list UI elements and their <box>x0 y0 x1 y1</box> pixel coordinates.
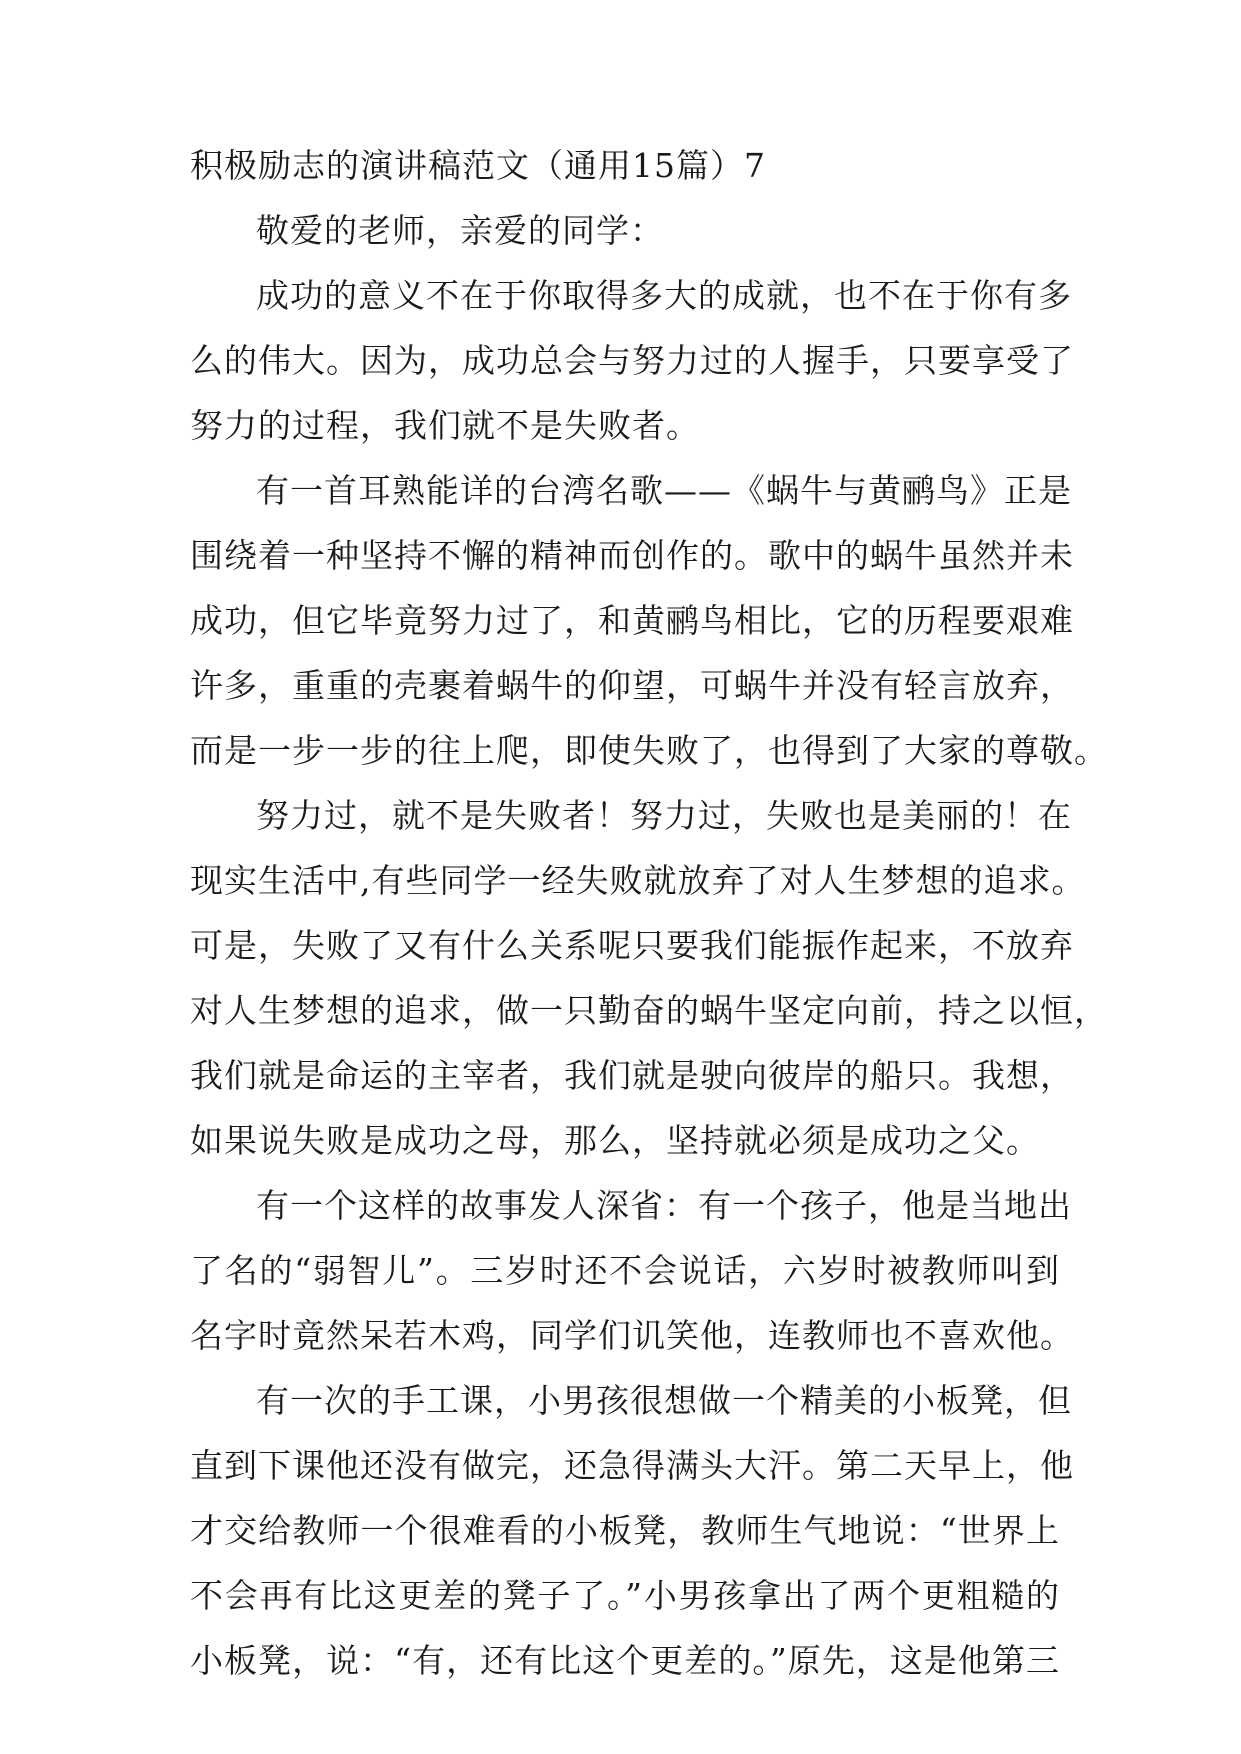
paragraph-line: 成功，但它毕竟努力过了，和黄鹂鸟相比，它的历程要艰难 <box>190 601 1074 640</box>
paragraph-line: 而是一步一步的往上爬，即使失败了，也得到了大家的尊敬。 <box>190 731 1108 770</box>
paragraph-line: 有一首耳熟能详的台湾名歌——《蜗牛与黄鹂鸟》正是 <box>256 471 1072 510</box>
paragraph-line: 名字时竟然呆若木鸡，同学们讥笑他，连教师也不喜欢他。 <box>190 1316 1074 1355</box>
paragraph-line: 现实生活中,有些同学一经失败就放弃了对人生梦想的追求。 <box>190 861 1086 900</box>
paragraph-line: 如果说失败是成功之母，那么，坚持就必须是成功之父。 <box>190 1121 1040 1160</box>
paragraph-line: 么的伟大。因为，成功总会与努力过的人握手，只要享受了 <box>190 341 1074 380</box>
document-title: 积极励志的演讲稿范文（通用15篇）7 <box>190 146 766 185</box>
paragraph-line: 小板凳，说：“有，还有比这个更差的。”原先，这是他第三 <box>190 1641 1060 1680</box>
salutation: 敬爱的老师，亲爱的同学： <box>256 211 664 250</box>
paragraph-line: 对人生梦想的追求，做一只勤奋的蜗牛坚定向前，持之以恒， <box>190 991 1108 1030</box>
paragraph-line: 可是，失败了又有什么关系呢只要我们能振作起来，不放弃 <box>190 926 1074 965</box>
paragraph-line: 有一个这样的故事发人深省：有一个孩子，他是当地出 <box>256 1186 1072 1225</box>
paragraph-line: 许多，重重的壳裹着蜗牛的仰望，可蜗牛并没有轻言放弃， <box>190 666 1074 705</box>
paragraph-line: 了名的“弱智儿”。三岁时还不会说话，六岁时被教师叫到 <box>190 1251 1060 1290</box>
paragraph-line: 成功的意义不在于你取得多大的成就，也不在于你有多 <box>256 276 1072 315</box>
paragraph-line: 不会再有比这更差的凳子了。”小男孩拿出了两个更粗糙的 <box>190 1576 1060 1615</box>
paragraph-line: 努力的过程，我们就不是失败者。 <box>190 406 700 445</box>
paragraph-line: 有一次的手工课，小男孩很想做一个精美的小板凳，但 <box>256 1381 1072 1420</box>
paragraph-line: 我们就是命运的主宰者，我们就是驶向彼岸的船只。我想， <box>190 1056 1074 1095</box>
paragraph-line: 努力过，就不是失败者！努力过，失败也是美丽的！在 <box>256 796 1072 835</box>
paragraph-line: 围绕着一种坚持不懈的精神而创作的。歌中的蜗牛虽然并未 <box>190 536 1074 575</box>
paragraph-line: 才交给教师一个很难看的小板凳，教师生气地说：“世界上 <box>190 1511 1060 1550</box>
paragraph-line: 直到下课他还没有做完，还急得满头大汗。第二天早上，他 <box>190 1446 1074 1485</box>
